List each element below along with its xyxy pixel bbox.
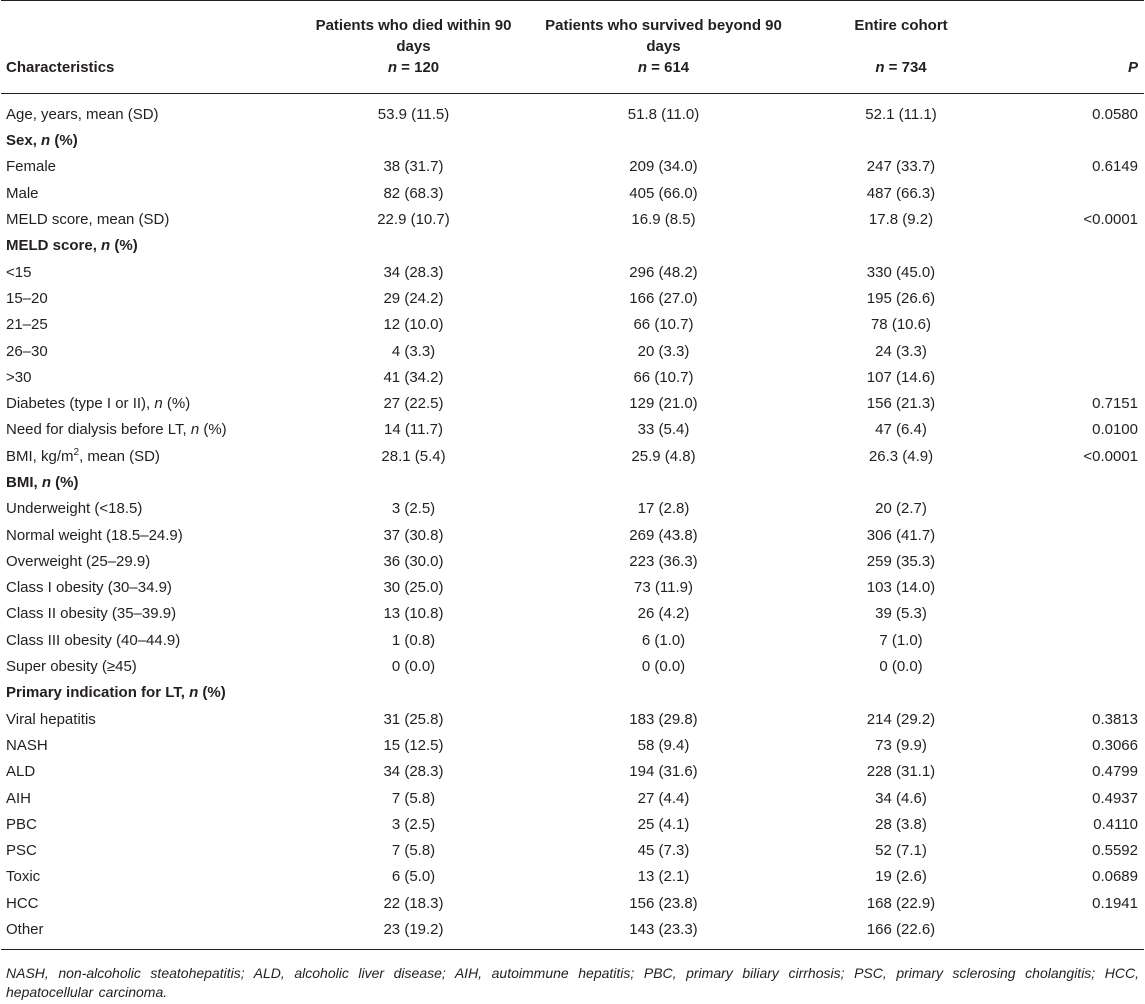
- cell-died: 22 (18.3): [383, 894, 444, 912]
- cell-entire: [801, 128, 1001, 154]
- cell-p-value: [1001, 917, 1144, 950]
- cell-entire: [801, 233, 1001, 259]
- cell-p-value: [1001, 365, 1144, 391]
- section-label: [1, 680, 301, 706]
- cell-p-value: 0.3813: [1092, 710, 1138, 728]
- cell-entire: 28 (3.8): [875, 815, 927, 833]
- characteristics-table: [1, 0, 1144, 950]
- cell-p-value: [1001, 286, 1144, 312]
- table-row: [1, 391, 1144, 417]
- cell-survived: 45 (7.3): [637, 842, 690, 860]
- cell-survived: 13 (2.1): [637, 868, 690, 886]
- cell-survived: 183 (29.8): [629, 710, 698, 728]
- cell-p-value: 0.1941: [1092, 894, 1138, 912]
- cell-p-value: 0.7151: [1092, 395, 1138, 413]
- table-row: [1, 181, 1144, 207]
- table-row: [1, 891, 1144, 917]
- cell-survived: 194 (31.6): [629, 763, 698, 781]
- cell-survived: 143 (23.3): [526, 917, 801, 950]
- cell-entire: 73 (9.9): [875, 736, 927, 754]
- section-row: [1, 470, 1144, 496]
- cell-entire: 195 (26.6): [866, 289, 936, 307]
- n-symbol: n: [189, 684, 199, 702]
- cell-entire: 7 (1.0): [879, 631, 923, 649]
- cell-survived: 27 (4.4): [637, 789, 690, 807]
- cell-p-value: [1001, 312, 1144, 338]
- cell-survived: 405 (66.0): [629, 184, 698, 202]
- n-value: = 614: [647, 59, 690, 76]
- cell-survived: 269 (43.8): [629, 526, 698, 544]
- cell-survived: 156 (23.8): [629, 894, 698, 912]
- section-row: [1, 680, 1144, 706]
- cell-entire: 19 (2.6): [875, 868, 927, 886]
- cell-survived: 6 (1.0): [641, 631, 686, 649]
- cell-died: 34 (28.3): [383, 763, 444, 781]
- row-label: Toxic: [6, 868, 41, 886]
- table-row: [1, 549, 1144, 575]
- cell-died: 6 (5.0): [391, 868, 436, 886]
- cell-entire: 247 (33.7): [866, 158, 936, 176]
- label-text: Sex,: [6, 132, 42, 150]
- cell-entire: 26.3 (4.9): [868, 447, 934, 465]
- cell-survived: 16.9 (8.5): [631, 211, 696, 229]
- cell-died: [301, 680, 526, 706]
- row-label: AIH: [6, 789, 32, 807]
- row-label: HCC: [6, 894, 39, 912]
- cell-entire: 17.8 (9.2): [868, 211, 934, 229]
- cell-survived: 33 (5.4): [637, 421, 690, 439]
- cell-p-value: [1001, 680, 1144, 706]
- label-text: , mean (SD): [79, 447, 160, 465]
- cell-p-value: [1001, 496, 1144, 522]
- cell-died: 23 (19.2): [301, 917, 526, 950]
- cell-survived: 58 (9.4): [637, 736, 690, 754]
- table-row: [1, 864, 1144, 890]
- row-label: [1, 444, 301, 470]
- cell-p-value: [1001, 654, 1144, 680]
- header-survived-title: Patients who survived beyond 90 days: [545, 17, 782, 55]
- table-row: [1, 444, 1144, 470]
- cell-entire: 47 (6.4): [875, 421, 927, 439]
- cell-p-value: <0.0001: [1083, 447, 1138, 465]
- header-entire-n: [801, 57, 1001, 94]
- cell-survived: 20 (3.3): [637, 342, 690, 360]
- row-label: Age, years, mean (SD): [6, 106, 159, 123]
- cell-died: 37 (30.8): [383, 526, 444, 544]
- cell-died: 7 (5.8): [391, 842, 436, 860]
- header-blank-p: [1001, 1, 1144, 57]
- table-header: [1, 1, 1144, 94]
- table-row: [1, 733, 1144, 759]
- table-row: [1, 575, 1144, 601]
- cell-entire: 52.1 (11.1): [865, 106, 937, 123]
- n-symbol: n: [41, 132, 51, 150]
- cell-p-value: [1001, 338, 1144, 364]
- cell-survived: [526, 233, 801, 259]
- cell-entire: 34 (4.6): [875, 789, 927, 807]
- label-text: BMI,: [6, 474, 42, 491]
- table-body: [1, 94, 1144, 950]
- cell-died: 41 (34.2): [383, 368, 444, 386]
- cell-died: 82 (68.3): [383, 184, 444, 202]
- row-label: Female: [6, 158, 57, 176]
- row-label: PSC: [6, 842, 37, 860]
- cell-died: 30 (25.0): [383, 579, 444, 597]
- cell-died: 38 (31.7): [383, 158, 444, 176]
- row-label: Class III obesity (40–44.9): [6, 631, 181, 649]
- cell-p-value: [1001, 601, 1144, 627]
- cell-entire: 107 (14.6): [866, 368, 936, 386]
- n-symbol: n: [637, 59, 648, 76]
- cell-p-value: [1001, 233, 1144, 259]
- table-row: [1, 522, 1144, 548]
- label-text: (%): [110, 237, 138, 255]
- cell-p-value: [1001, 128, 1144, 154]
- cell-survived: 25.9 (4.8): [631, 447, 696, 465]
- cell-p-value: 0.4799: [1092, 763, 1138, 781]
- cell-p-value: 0.4937: [1092, 789, 1138, 807]
- cell-died: 7 (5.8): [391, 789, 436, 807]
- cell-entire: [801, 470, 1001, 496]
- header-entire-title: Entire cohort: [854, 17, 948, 34]
- cell-survived: 25 (4.1): [637, 815, 690, 833]
- section-label: [1, 233, 301, 259]
- cell-entire: 166 (22.6): [801, 917, 1001, 950]
- row-label: Male: [6, 184, 39, 202]
- cell-entire: 214 (29.2): [866, 710, 936, 728]
- cell-p-value: [1001, 628, 1144, 654]
- n-symbol: n: [41, 474, 52, 491]
- row-label: Super obesity (≥45): [6, 658, 137, 676]
- header-characteristics: Characteristics: [6, 59, 115, 76]
- label-text: (%): [199, 421, 227, 439]
- cell-survived: 129 (21.0): [629, 395, 698, 413]
- cell-died: 22.9 (10.7): [377, 211, 450, 229]
- cell-died: 13 (10.8): [383, 605, 444, 623]
- cell-p-value: 0.6149: [1092, 158, 1138, 176]
- cell-entire: 487 (66.3): [866, 184, 936, 202]
- table-row: [1, 496, 1144, 522]
- cell-died: 3 (2.5): [391, 500, 436, 518]
- row-label: [1, 391, 301, 417]
- row-label: PBC: [6, 815, 37, 833]
- section-label: [1, 470, 301, 496]
- cell-p-value: [1001, 575, 1144, 601]
- table-row: [1, 417, 1144, 443]
- cell-entire: 0 (0.0): [879, 658, 923, 676]
- label-text: BMI, kg/m: [6, 447, 74, 465]
- cell-survived: [526, 680, 801, 706]
- row-label: Other: [1, 917, 301, 950]
- row-label: Underweight (<18.5): [6, 500, 143, 518]
- cell-entire: 52 (7.1): [875, 842, 927, 860]
- cell-survived: 296 (48.2): [629, 263, 698, 281]
- cell-died: 31 (25.8): [383, 710, 444, 728]
- row-label: Class I obesity (30–34.9): [6, 579, 172, 597]
- section-label: [1, 128, 301, 154]
- table-row: [1, 94, 1144, 129]
- cell-p-value: 0.0580: [1092, 106, 1138, 123]
- cell-entire: 24 (3.3): [875, 342, 927, 360]
- cell-survived: 166 (27.0): [629, 289, 698, 307]
- row-label: Normal weight (18.5–24.9): [6, 526, 183, 544]
- table-row: [1, 365, 1144, 391]
- table-row: [1, 207, 1144, 233]
- cell-died: [301, 128, 526, 154]
- cell-entire: 156 (21.3): [866, 395, 936, 413]
- header-blank: [1, 1, 301, 57]
- table-row: [1, 654, 1144, 680]
- label-text: (%): [198, 684, 226, 702]
- section-row: [1, 128, 1144, 154]
- table-footnote: NASH, non-alcoholic steatohepatitis; ALD, alcoholic liver disease; AIH, autoimmune hepatitis; PBC, primary biliary cirrhosis; PSC, primary sclerosing cholangitis; HCC, hepatocellular carcinoma.: [6, 965, 1139, 1001]
- row-label: [1, 417, 301, 443]
- cell-p-value: [1001, 522, 1144, 548]
- cell-died: [301, 233, 526, 259]
- cell-died: 4 (3.3): [391, 342, 436, 360]
- cell-p-value: <0.0001: [1083, 211, 1138, 229]
- cell-entire: 39 (5.3): [875, 605, 927, 623]
- header-survived-n: [526, 57, 801, 94]
- row-label: 21–25: [6, 316, 48, 334]
- n-symbol: n: [875, 59, 885, 76]
- table-row: [1, 154, 1144, 180]
- table-row: [1, 759, 1144, 785]
- table-row: [1, 601, 1144, 627]
- cell-died: 0 (0.0): [391, 658, 436, 676]
- table-row: [1, 707, 1144, 733]
- cell-survived: 66 (10.7): [633, 368, 694, 386]
- n-symbol: n: [101, 237, 111, 255]
- n-symbol: n: [387, 59, 398, 76]
- p-symbol: P: [1127, 59, 1138, 76]
- cell-survived: 73 (11.9): [634, 579, 693, 597]
- label-text: Diabetes (type I or II),: [6, 395, 155, 413]
- cell-entire: 168 (22.9): [866, 894, 936, 912]
- table-row: [1, 312, 1144, 338]
- cell-p-value: 0.3066: [1092, 736, 1138, 754]
- label-text: (%): [51, 474, 79, 491]
- cell-entire: 20 (2.7): [875, 500, 927, 518]
- table-row: [1, 628, 1144, 654]
- section-row: [1, 233, 1144, 259]
- n-symbol: n: [190, 421, 200, 439]
- cell-p-value: [1001, 181, 1144, 207]
- cell-died: 14 (11.7): [384, 421, 443, 439]
- cell-entire: [801, 680, 1001, 706]
- table-row: [1, 286, 1144, 312]
- cell-entire: 103 (14.0): [866, 579, 936, 597]
- cell-died: 12 (10.0): [383, 316, 444, 334]
- row-label: Overweight (25–29.9): [6, 552, 151, 570]
- cell-died: 34 (28.3): [383, 263, 444, 281]
- cell-died: 3 (2.5): [391, 815, 436, 833]
- cell-entire: 228 (31.1): [866, 763, 936, 781]
- cell-died: 29 (24.2): [383, 289, 444, 307]
- label-text: Need for dialysis before LT,: [6, 421, 191, 439]
- cell-survived: 51.8 (11.0): [627, 106, 700, 123]
- n-symbol: n: [154, 395, 163, 413]
- cell-entire: 330 (45.0): [866, 263, 936, 281]
- cell-survived: 223 (36.3): [629, 552, 698, 570]
- cell-p-value: 0.0689: [1092, 868, 1138, 886]
- table-row: [1, 259, 1144, 285]
- row-label: Viral hepatitis: [6, 710, 96, 728]
- cell-survived: 66 (10.7): [633, 316, 694, 334]
- row-label: MELD score, mean (SD): [6, 211, 170, 229]
- cell-died: 27 (22.5): [383, 395, 444, 413]
- cell-died: 53.9 (11.5): [377, 106, 450, 123]
- row-label: ALD: [6, 763, 36, 781]
- cell-entire: 259 (35.3): [866, 552, 936, 570]
- table-row: [1, 812, 1144, 838]
- cell-p-value: 0.0100: [1092, 421, 1138, 439]
- cell-p-value: [1001, 470, 1144, 496]
- row-label: 15–20: [6, 289, 48, 307]
- label-text: (%): [162, 395, 191, 413]
- table-row: [1, 838, 1144, 864]
- cell-survived: 0 (0.0): [641, 658, 686, 676]
- cell-died: 15 (12.5): [383, 736, 444, 754]
- row-label: 26–30: [6, 342, 48, 360]
- superscript: 2: [73, 446, 80, 458]
- table-row: [1, 785, 1144, 811]
- label-text: Primary indication for LT,: [6, 684, 190, 702]
- table-row: [1, 917, 1144, 950]
- cell-survived: [526, 470, 801, 496]
- label-text: MELD score,: [6, 237, 102, 255]
- row-label: >30: [6, 368, 32, 386]
- cell-p-value: [1001, 549, 1144, 575]
- header-p: [1001, 57, 1144, 94]
- n-value: = 120: [397, 59, 440, 76]
- cell-survived: 209 (34.0): [629, 158, 698, 176]
- label-text: (%): [50, 132, 78, 150]
- cell-survived: 17 (2.8): [637, 500, 690, 518]
- cell-p-value: 0.4110: [1093, 815, 1138, 833]
- n-value: = 734: [884, 59, 927, 76]
- cell-p-value: 0.5592: [1092, 842, 1138, 860]
- cell-died: 36 (30.0): [383, 552, 444, 570]
- cell-died: 1 (0.8): [391, 631, 436, 649]
- header-died-title: Patients who died within 90 days: [315, 17, 512, 55]
- cell-survived: [526, 128, 801, 154]
- row-label: NASH: [6, 736, 48, 754]
- cell-died: 28.1 (5.4): [381, 447, 446, 465]
- cell-entire: 78 (10.6): [870, 316, 932, 334]
- row-label: Class II obesity (35–39.9): [6, 605, 177, 623]
- cell-p-value: [1001, 259, 1144, 285]
- cell-died: [301, 470, 526, 496]
- table-row: [1, 338, 1144, 364]
- header-died-n: [301, 57, 526, 94]
- row-label: <15: [6, 263, 32, 281]
- cell-survived: 26 (4.2): [637, 605, 690, 623]
- cell-entire: 306 (41.7): [866, 526, 936, 544]
